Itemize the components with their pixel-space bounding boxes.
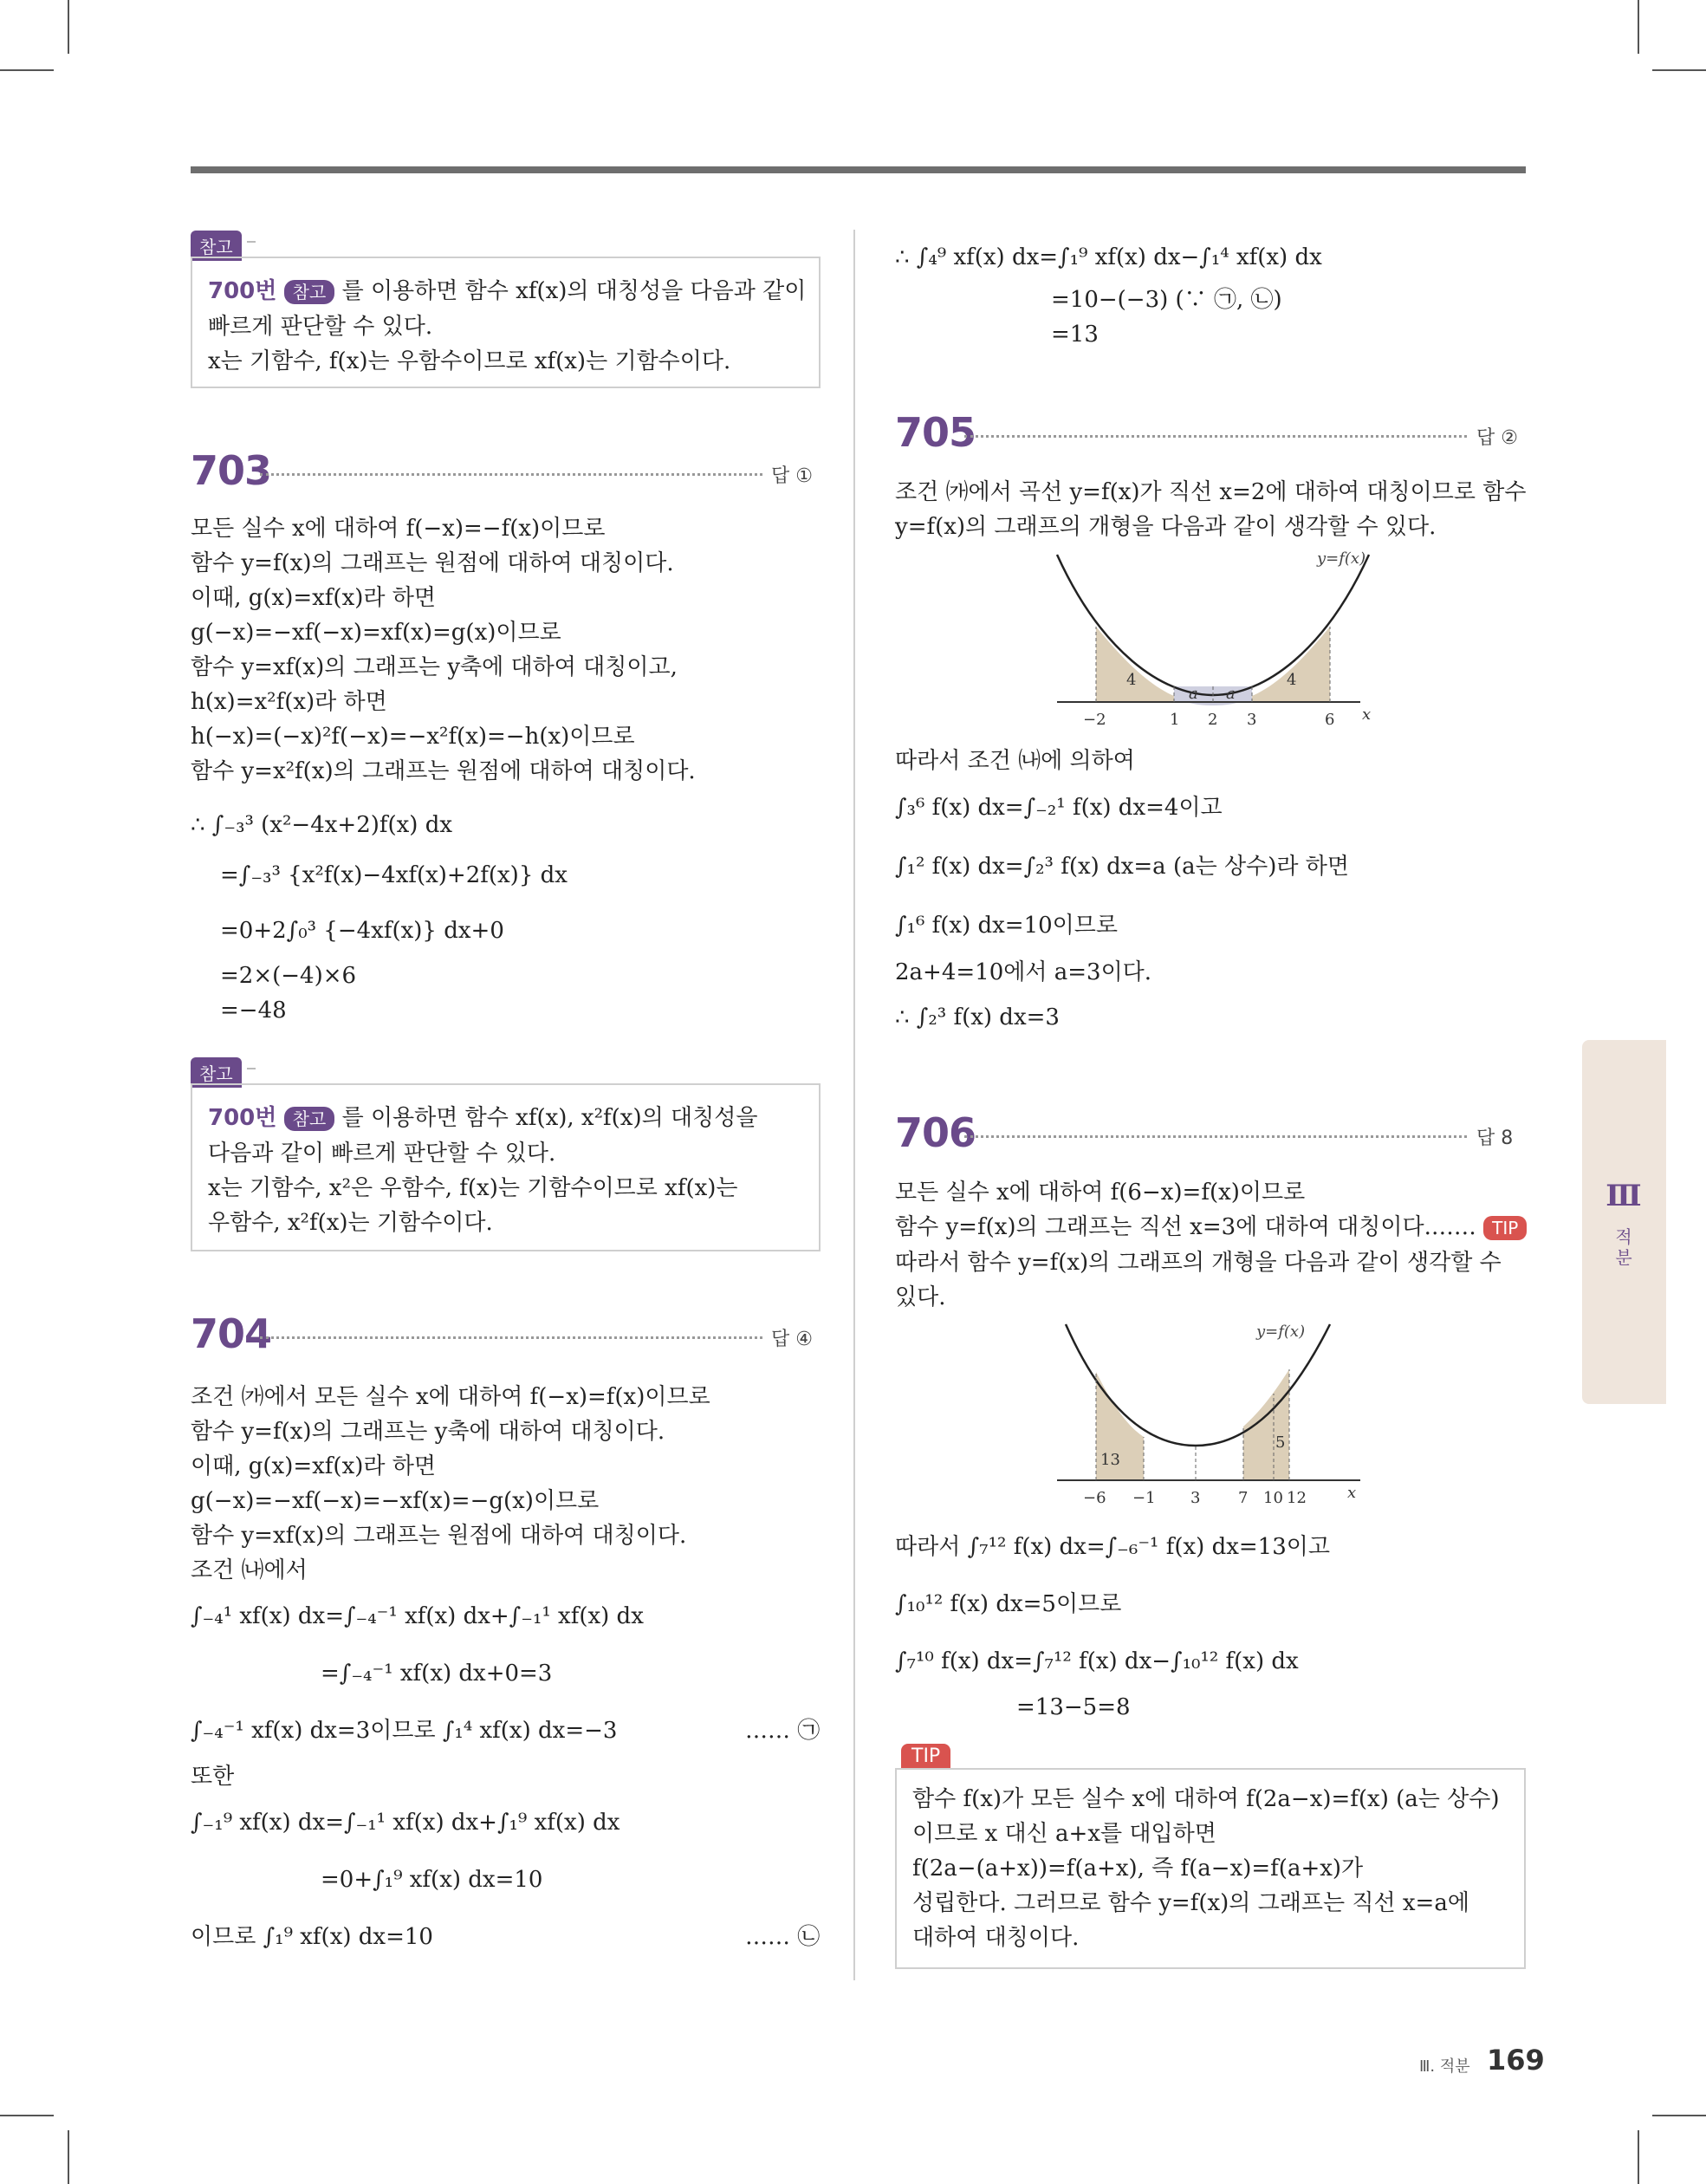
area-label: a — [1226, 685, 1236, 703]
tick-label: 3 — [1190, 1489, 1201, 1507]
tick-label: 10 — [1263, 1489, 1283, 1507]
calc-line: =−48 — [220, 998, 287, 1024]
dotted-leader — [964, 435, 1467, 438]
tip-tag: TIP — [901, 1744, 950, 1769]
tick-label: −1 — [1132, 1489, 1156, 1507]
solution-706-intro — [895, 1175, 1536, 1315]
reference-line — [208, 1101, 803, 1136]
axis-label-x: x — [1347, 1484, 1357, 1502]
equation-mark: …… ㉡ — [745, 1924, 821, 1950]
crop-mark — [1652, 2115, 1706, 2116]
solution-704 — [191, 1380, 832, 1966]
crop-mark — [0, 69, 54, 71]
tick-label: 7 — [1238, 1489, 1249, 1507]
ref-700-label: 700번 — [208, 1105, 277, 1131]
shaded-area-right — [1243, 1369, 1289, 1480]
crop-mark — [1652, 69, 1706, 71]
solution-line: 모든 실수 x에 대하여 f(6−x)=f(x)이므로 — [895, 1180, 1306, 1206]
calc-line: ∫₃⁶ f(x) dx=∫₋₂¹ f(x) dx=4이고 — [895, 795, 1223, 821]
calc-line: ∴ ∫₂³ f(x) dx=3 — [895, 1004, 1060, 1030]
tick-label: −2 — [1083, 711, 1106, 729]
reference-line: x는 기함수, f(x)는 우함수이므로 xf(x)는 기함수이다. — [208, 348, 731, 374]
chapter-label-char: 적 — [1615, 1226, 1632, 1247]
tip-line: 대하여 대칭이다. — [912, 1925, 1080, 1951]
solution-line: h(x)=x²f(x)라 하면 — [191, 689, 387, 715]
reference-line — [208, 274, 807, 309]
column-divider — [853, 230, 855, 1980]
reference-box-top — [191, 257, 821, 388]
solution-706-rest — [895, 1518, 1536, 1725]
chapter-roman: Ⅲ — [1605, 1179, 1642, 1213]
graph-706 — [1048, 1316, 1378, 1511]
answer-706: 답 8 — [1476, 1128, 1514, 1149]
chapter-label — [1598, 1226, 1650, 1268]
solution-line: g(−x)=−xf(−x)=−xf(x)=−g(x)이므로 — [191, 1488, 600, 1514]
axis-label-x: x — [1362, 705, 1372, 724]
reference-chip: 참고 — [284, 1107, 335, 1131]
solution-line: 조건 ㈎에서 모든 실수 x에 대하여 f(−x)=f(x)이므로 — [191, 1384, 710, 1410]
solution-line: 조건 ㈎에서 곡선 y=f(x)가 직선 x=2에 대하여 대칭이므로 함수 — [895, 479, 1527, 505]
calc-line: 따라서 ∫₇¹² f(x) dx=∫₋₆⁻¹ f(x) dx=13이고 — [895, 1534, 1330, 1560]
crop-mark — [68, 0, 69, 54]
reference-box-703 — [191, 1083, 821, 1251]
calc-line: =∫₋₃³ {x²f(x)−4xf(x)+2f(x)} dx — [220, 862, 568, 888]
crop-mark — [68, 2130, 69, 2184]
tip-line: 함수 f(x)가 모든 실수 x에 대하여 f(2a−x)=f(x) (a는 상수) — [912, 1786, 1500, 1812]
solution-line: 또한 — [191, 1764, 235, 1790]
answer-703: 답 ① — [771, 465, 813, 487]
solution-line: 있다. — [895, 1284, 946, 1310]
tick-label: 2 — [1208, 711, 1218, 729]
calc-line — [191, 1702, 832, 1759]
calc-line: ∫₁₀¹² f(x) dx=5이므로 — [895, 1591, 1122, 1617]
solution-line: 함수 y=x²f(x)의 그래프는 원점에 대하여 대칭이다. — [191, 758, 696, 784]
answer-705: 답 ② — [1476, 427, 1518, 449]
calc-line: ∫₋₄¹ xf(x) dx=∫₋₄⁻¹ xf(x) dx+∫₋₁¹ xf(x) dx — [191, 1603, 644, 1629]
page-number: 169 — [1487, 2044, 1545, 2077]
solution-line: g(−x)=−xf(−x)=xf(x)=g(x)이므로 — [191, 620, 561, 646]
tip-badge: TIP — [1483, 1216, 1527, 1240]
solution-line: h(−x)=(−x)²f(−x)=−x²f(x)=−h(x)이므로 — [191, 724, 635, 750]
solution-705-rest — [895, 744, 1536, 1045]
solution-line: 함수 y=xf(x)의 그래프는 원점에 대하여 대칭이다. — [191, 1523, 687, 1549]
dotted-leader — [964, 1135, 1467, 1138]
reference-line: 빠르게 판단할 수 있다. — [208, 314, 433, 340]
solution-line: 함수 y=f(x)의 그래프는 원점에 대하여 대칭이다. — [191, 550, 674, 576]
crop-mark — [1638, 2130, 1639, 2184]
problem-number-705: 705 — [895, 409, 976, 456]
calc-line: ∫₁² f(x) dx=∫₂³ f(x) dx=a (a는 상수)라 하면 — [895, 854, 1349, 880]
calc-line: =13−5=8 — [1016, 1694, 1131, 1720]
solution-line: 이때, g(x)=xf(x)라 하면 — [191, 585, 436, 611]
reference-line: 다음과 같이 빠르게 판단할 수 있다. — [208, 1141, 556, 1167]
reference-tag: 참고 — [191, 1057, 242, 1088]
ref-700-label: 700번 — [208, 278, 277, 304]
crop-mark — [0, 2115, 54, 2116]
crop-mark — [1638, 0, 1639, 54]
calc-text: ∫₋₄⁻¹ xf(x) dx=3이므로 ∫₁⁴ xf(x) dx=−3 — [191, 1718, 618, 1744]
solution-line — [895, 1210, 1536, 1245]
solution-line: 따라서 조건 ㈏에 의하여 — [895, 748, 1135, 774]
chapter-label-char: 분 — [1615, 1247, 1632, 1268]
solution-text: 함수 y=f(x)의 그래프는 직선 x=3에 대하여 대칭이다.…… — [895, 1214, 1476, 1240]
tick-label: 3 — [1247, 711, 1257, 729]
solution-703 — [191, 511, 832, 1028]
tip-line: f(2a−(a+x))=f(a+x), 즉 f(a−x)=f(a+x)가 — [912, 1856, 1364, 1882]
solution-line: 2a+4=10에서 a=3이다. — [895, 959, 1152, 985]
reference-text: 를 이용하면 함수 xf(x), x²f(x)의 대칭성을 — [341, 1105, 758, 1131]
calc-line: =2×(−4)×6 — [220, 963, 357, 989]
dotted-leader — [260, 1336, 762, 1339]
tip-line: 성립한다. 그러므로 함수 y=f(x)의 그래프는 직선 x=a에 — [912, 1890, 1469, 1916]
calc-line — [191, 1908, 832, 1966]
tip-line: 이므로 x 대신 a+x를 대입하면 — [912, 1821, 1216, 1847]
calc-line: ∫₋₁⁹ xf(x) dx=∫₋₁¹ xf(x) dx+∫₁⁹ xf(x) dx — [191, 1810, 620, 1836]
calc-line: =10−(−3) (∵ ㉠, ㉡) — [1051, 287, 1282, 313]
area-label: 5 — [1275, 1433, 1286, 1452]
reference-line: x는 기함수, x²은 우함수, f(x)는 기함수이므로 xf(x)는 — [208, 1175, 738, 1201]
area-label: 13 — [1100, 1451, 1120, 1469]
solution-705-intro — [895, 475, 1536, 544]
calc-line: =0+2∫₀³ {−4xf(x)} dx+0 — [220, 918, 504, 944]
curve-label: y=f(x) — [1256, 1323, 1306, 1341]
reference-text: 를 이용하면 함수 xf(x)의 대칭성을 다음과 같이 — [341, 278, 807, 304]
calc-line: =13 — [1051, 322, 1099, 348]
tick-label: 6 — [1325, 711, 1335, 729]
calc-text: 이므로 ∫₁⁹ xf(x) dx=10 — [191, 1924, 433, 1950]
tip-box — [895, 1768, 1526, 1969]
answer-704: 답 ④ — [771, 1329, 813, 1350]
area-label: 4 — [1287, 671, 1297, 689]
calc-line: =0+∫₁⁹ xf(x) dx=10 — [321, 1867, 543, 1893]
solution-line: 모든 실수 x에 대하여 f(−x)=−f(x)이므로 — [191, 516, 606, 542]
header-rule — [191, 166, 1526, 173]
dotted-leader — [260, 473, 762, 476]
calc-line: ∴ ∫₋₃³ (x²−4x+2)f(x) dx — [191, 812, 453, 838]
area-label: a — [1189, 685, 1198, 703]
calc-line: ∫₁⁶ f(x) dx=10이므로 — [895, 913, 1119, 939]
tick-label: 1 — [1170, 711, 1180, 729]
area-label: 4 — [1126, 671, 1137, 689]
problem-number-706: 706 — [895, 1109, 976, 1156]
solution-line: y=f(x)의 그래프의 개형을 다음과 같이 생각할 수 있다. — [895, 514, 1437, 540]
reference-line: 우함수, x²f(x)는 기함수이다. — [208, 1210, 493, 1236]
tick-label: 12 — [1287, 1489, 1307, 1507]
tick-label: −6 — [1083, 1489, 1106, 1507]
solution-704-continued — [895, 232, 1536, 352]
calc-line: ∫₇¹⁰ f(x) dx=∫₇¹² f(x) dx−∫₁₀¹² f(x) dx — [895, 1648, 1299, 1674]
curve-label: y=f(x) — [1317, 549, 1366, 568]
problem-number-703: 703 — [191, 447, 272, 494]
problem-number-704: 704 — [191, 1310, 272, 1357]
solution-line: 이때, g(x)=xf(x)라 하면 — [191, 1453, 436, 1479]
graph-705 — [1048, 546, 1378, 741]
solution-line: 따라서 함수 y=f(x)의 그래프의 개형을 다음과 같이 생각할 수 — [895, 1250, 1502, 1276]
solution-line: 조건 ㈏에서 — [191, 1557, 308, 1583]
calc-line: =∫₋₄⁻¹ xf(x) dx+0=3 — [321, 1661, 553, 1687]
solution-line: 함수 y=xf(x)의 그래프는 y축에 대하여 대칭이고, — [191, 654, 678, 680]
reference-chip: 참고 — [284, 280, 335, 304]
solution-line: 함수 y=f(x)의 그래프는 y축에 대하여 대칭이다. — [191, 1419, 665, 1445]
calc-line: ∴ ∫₄⁹ xf(x) dx=∫₁⁹ xf(x) dx−∫₁⁴ xf(x) dx — [895, 244, 1322, 270]
reference-tag: 참고 — [191, 231, 242, 261]
equation-mark: …… ㉠ — [745, 1718, 821, 1744]
footer-section: Ⅲ. 적분 — [1419, 2057, 1470, 2076]
chapter-side-tab — [1582, 1040, 1666, 1404]
